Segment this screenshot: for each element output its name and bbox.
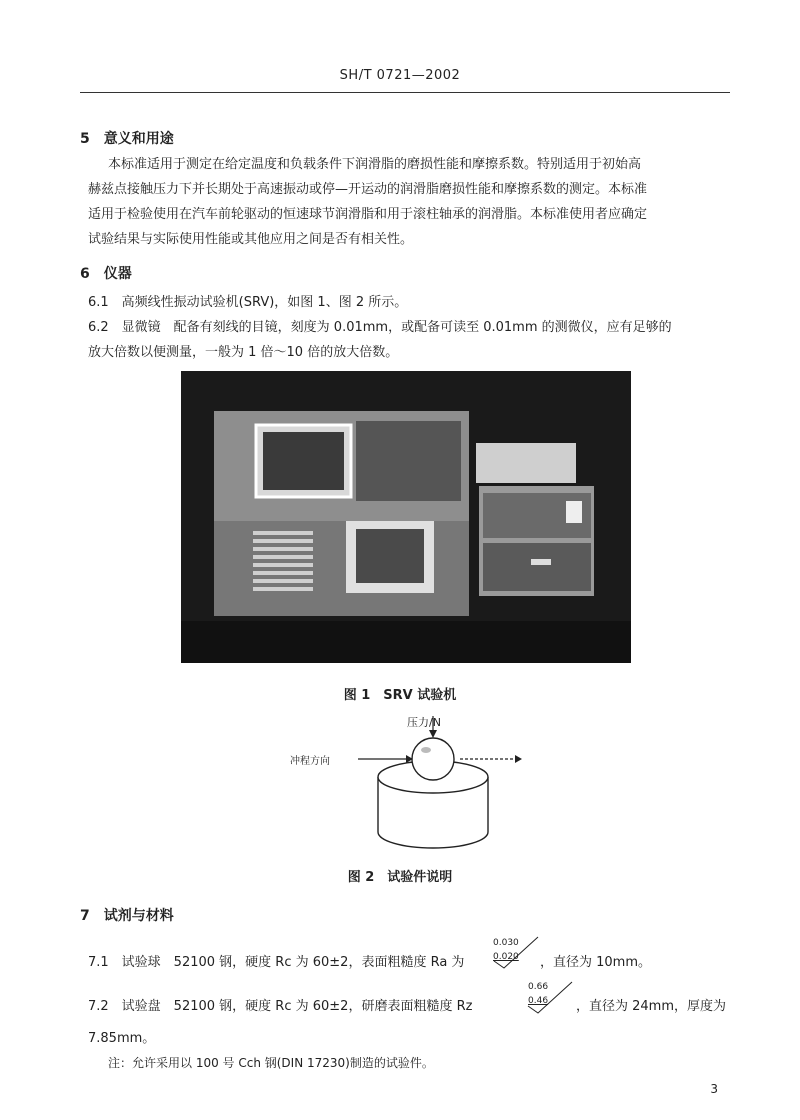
roughness-symbol-1 bbox=[490, 935, 540, 969]
section-7-item-1-part-b: ，直径为 10mm。 bbox=[540, 955, 652, 970]
stroke-arrow-right-head bbox=[515, 755, 522, 763]
ra-upper-value: 0.030 bbox=[493, 938, 519, 948]
test-ball bbox=[412, 738, 454, 780]
figure-1-caption: 图 1 SRV 试验机 bbox=[343, 688, 457, 703]
section-6-item-2-line-1: 6.2 显微镜 配备有刻线的目镜，刻度为 0.01mm，或配备可读至 0.01mm 的测微仪，应有足够的 bbox=[88, 320, 672, 335]
section-6-item-1: 6.1 高频线性振动试验机(SRV)，如图 1、图 2 所示。 bbox=[88, 295, 408, 310]
section-6-title: 6 仪器 bbox=[80, 266, 132, 282]
figure-2-caption: 图 2 试验件说明 bbox=[347, 870, 453, 885]
section-7-item-2-line-2: 7.85mm。 bbox=[88, 1031, 156, 1046]
specimen-diagram bbox=[280, 712, 530, 852]
rz-upper-value: 0.66 bbox=[528, 982, 549, 992]
page-number: 3 bbox=[710, 1082, 718, 1096]
srv-machine-photo bbox=[181, 371, 631, 663]
force-arrow-head bbox=[429, 730, 437, 738]
section-5-line-4: 试验结果与实际使用性能或其他应用之间是否有相关性。 bbox=[88, 232, 414, 247]
section-5-line-1: 本标准适用于测定在给定温度和负载条件下润滑脂的磨损性能和摩擦系数。特别适用于初始高 bbox=[108, 157, 642, 172]
section-7-title: 7 试剂与材料 bbox=[80, 908, 174, 924]
section-5-line-2: 赫兹点接触压力下并长期处于高速振动或停—开运动的润滑脂磨损性能和摩擦系数的测定。本标准 bbox=[88, 182, 648, 197]
srv-machine-illustration bbox=[181, 371, 631, 663]
roughness-symbol-2 bbox=[524, 980, 574, 1014]
rz-lower-value: 0.46 bbox=[528, 996, 549, 1006]
section-5-title: 5 意义和用途 bbox=[80, 131, 174, 147]
header-rule bbox=[80, 92, 730, 93]
ball-highlight bbox=[421, 747, 431, 753]
section-7-item-1-part-a: 7.1 试验球 52100 钢，硬度 Rc 为 60±2，表面粗糙度 Ra 为 bbox=[88, 955, 465, 970]
standard-header: SH/T 0721—2002 bbox=[339, 68, 461, 83]
section-6-item-2-line-2: 放大倍数以便测量，一般为 1 倍～10 倍的放大倍数。 bbox=[88, 345, 399, 360]
section-5-line-3: 适用于检验使用在汽车前轮驱动的恒速球节润滑脂和用于滚柱轴承的润滑脂。本标准使用者应确定 bbox=[88, 207, 648, 222]
stroke-direction-label: 冲程方向 bbox=[290, 756, 330, 767]
section-7-item-2-part-b: ，直径为 24mm，厚度为 bbox=[576, 999, 727, 1014]
section-7-item-2-part-a: 7.2 试验盘 52100 钢，硬度 Rc 为 60±2，研磨表面粗糙度 Rz bbox=[88, 999, 473, 1014]
force-label: 压力/N bbox=[407, 716, 441, 729]
ra-lower-value: 0.020 bbox=[493, 952, 519, 962]
section-7-note: 注：允许采用以 100 号 Cch 钢(DIN 17230)制造的试验件。 bbox=[108, 1056, 434, 1070]
